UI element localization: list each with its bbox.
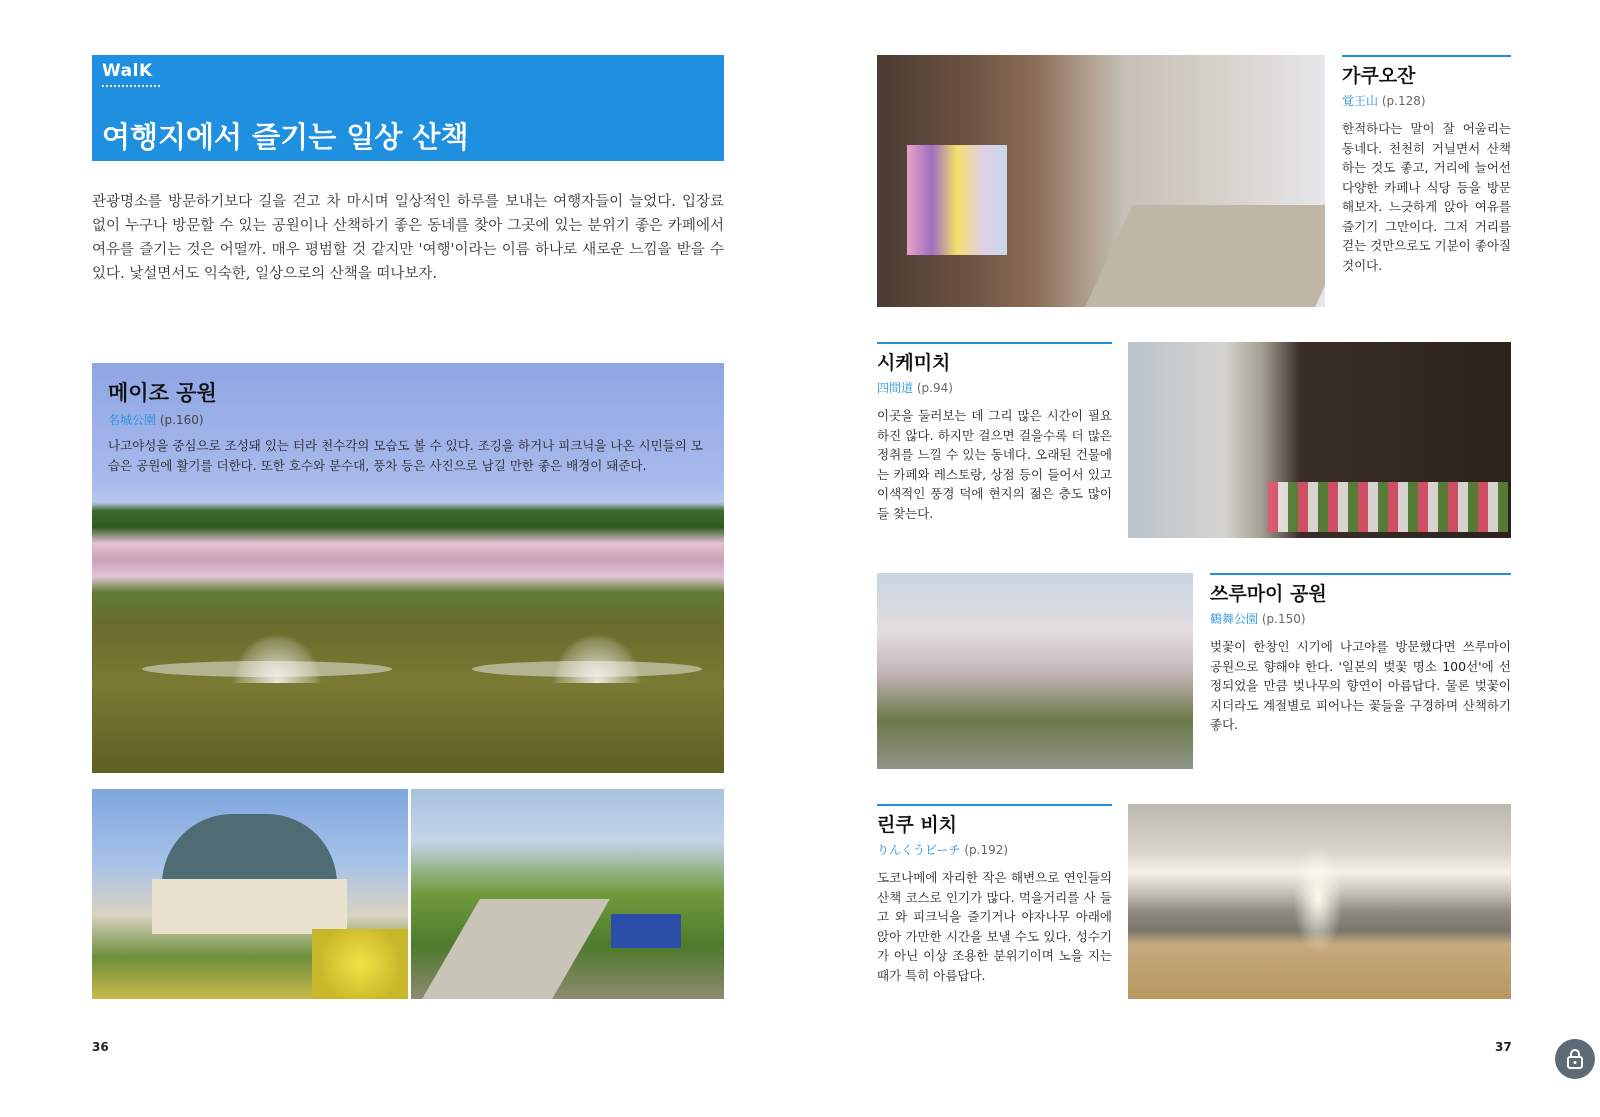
tsurumai-subtitle	[1210, 610, 1511, 627]
meijo-park-caption	[108, 377, 708, 476]
meijo-park-title: 메이조 공원	[108, 381, 217, 405]
intro-paragraph: 관광명소를 방문하기보다 길을 걷고 차 마시며 일상적인 하루를 보내는 여행자들이 늘었다. 입장료 없이 누구나 방문할 수 있는 공원이나 산책하기 좋은 동네를 찾아 그곳에 있는 분위기 좋은 카페에서 여유를 즐기는 것은 어떨까. 매우 평범할 것 같지만 '여행'이라는 이름 하나로 새로운 느낌을 받을 수 있다. 낯설면서도 익숙한, 일상으로의 산책을 떠나보자.	[92, 194, 724, 282]
page-number-left: 36	[92, 1040, 109, 1054]
hanging-flowers	[1268, 482, 1508, 532]
shikemichi-subtitle	[877, 379, 1112, 396]
shikemichi-jp-name: 四間道	[877, 381, 914, 395]
dome-building	[152, 879, 347, 934]
meijo-park-main-photo	[92, 363, 724, 773]
entry-rule	[877, 342, 1112, 344]
entry-rule	[1342, 55, 1511, 57]
rinku-description: 도코나메에 자리한 작은 해변으로 연인들의 산책 코스로 인기가 많다. 먹을거리를 사 들고 와 피크닉을 즐기거나 야자나무 아래에 앉아 가만한 시간을 보낼 수도 있다. 성수기가 아닌 이상 조용한 분위기이며 노을 지는 때가 특히 아름답다.	[877, 870, 1112, 983]
tsurumai-park-photo	[877, 573, 1193, 769]
tsurumai-title: 쓰루마이 공원	[1210, 583, 1327, 605]
rinku-page-ref: (p.192)	[964, 843, 1009, 857]
rinku-entry	[877, 804, 1112, 985]
meijo-park-garden-photo	[411, 789, 724, 999]
tsurumai-page-ref: (p.150)	[1261, 612, 1306, 626]
kakuozan-subtitle	[1342, 92, 1511, 109]
meijo-park-dome-photo	[92, 789, 408, 999]
entry-rule	[1210, 573, 1511, 575]
page-number-right: 37	[1495, 1040, 1512, 1054]
shikemichi-page-ref: (p.94)	[916, 381, 953, 395]
street-pavement	[1081, 205, 1325, 307]
section-banner	[92, 55, 724, 161]
rinku-title: 린쿠 비치	[877, 814, 958, 836]
entry-rule	[877, 804, 1112, 806]
kakuozan-entry	[1342, 55, 1511, 275]
kakuozan-page-ref: (p.128)	[1381, 94, 1426, 108]
lock-icon	[1565, 1048, 1585, 1070]
blue-bench	[611, 914, 681, 948]
rinku-jp-name: りんくうビーチ	[877, 843, 961, 857]
shikemichi-title: 시케미치	[877, 352, 951, 374]
dome-roof	[162, 814, 337, 884]
banner-dots-divider	[102, 85, 160, 87]
meijo-park-subtitle	[108, 411, 708, 428]
meijo-park-jp-name: 名城公園	[108, 413, 157, 427]
kakuozan-description: 한적하다는 말이 잘 어울리는 동네다. 천천히 거닐면서 산책하는 것도 좋고, 거리에 늘어선 다양한 카페나 식당 등을 방문해보자. 느긋하게 앉아 여유를 즐기기 그만이다. 그저 거리를 걷는 것만으로도 기분이 좋아질 것이다.	[1342, 121, 1511, 273]
rinku-beach-photo	[1128, 804, 1511, 999]
lock-button[interactable]	[1555, 1039, 1595, 1079]
kakuozan-photo	[877, 55, 1325, 307]
meijo-park-description: 나고야성을 중심으로 조성돼 있는 터라 천수각의 모습도 볼 수 있다. 조깅을 하거나 피크닉을 나온 시민들의 모습은 공원에 활기를 더한다. 또한 호수와 분수대, 풍차 등은 사진으로 남길 만한 좋은 배경이 돼준다.	[108, 438, 703, 473]
tsurumai-entry	[1210, 573, 1511, 735]
garden-path	[422, 899, 610, 999]
fountain-spray	[232, 633, 322, 683]
meijo-park-page-ref: (p.160)	[159, 413, 204, 427]
shikemichi-photo	[1128, 342, 1511, 538]
fountain-spray	[552, 633, 642, 683]
shikemichi-entry	[877, 342, 1112, 523]
tsurumai-jp-name: 鶴舞公園	[1210, 612, 1259, 626]
shop-textiles	[907, 145, 1007, 255]
kakuozan-jp-name: 覚王山	[1342, 94, 1379, 108]
kakuozan-title: 가쿠오잔	[1342, 65, 1416, 87]
banner-title: 여행지에서 즐기는 일상 산책	[102, 120, 469, 154]
rapeseed-flowers	[312, 929, 408, 999]
sun-reflection	[1293, 844, 1343, 954]
tsurumai-description: 벚꽃이 한창인 시기에 나고야를 방문했다면 쓰루마이 공원으로 향해야 한다. '일본의 벚꽃 명소 100선'에 선정되었을 만큼 벚나무의 향연이 아름답다. 물론 벚꽃이 지더라도 계절별로 피어나는 꽃들을 구경하며 산책하기 좋다.	[1210, 639, 1511, 732]
rinku-subtitle	[877, 841, 1112, 858]
shikemichi-description: 이곳을 둘러보는 데 그리 많은 시간이 필요하진 않다. 하지만 걸으면 걸을수록 더 많은 정취를 느낄 수 있는 동네다. 오래된 건물에는 카페와 레스토랑, 상점 등이 들어서 있고 이색적인 풍경 덕에 현지의 젊은 층도 많이들 찾는다.	[877, 408, 1112, 521]
banner-tag: WalK	[102, 61, 153, 81]
